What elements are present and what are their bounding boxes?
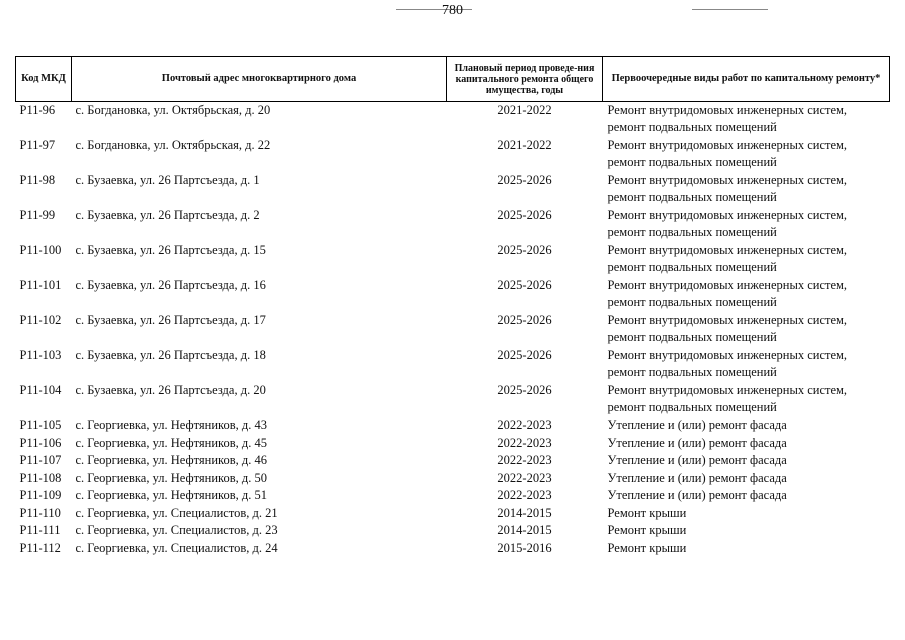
cell-works: Ремонт внутридомовых инженерных систем, ремонт подвальных помещений	[607, 278, 848, 309]
cell-address: с. Георгиевка, ул. Нефтяников, д. 43	[75, 418, 267, 432]
cell-address: с. Богдановка, ул. Октябрьская, д. 20	[75, 103, 271, 117]
table-row	[16, 172, 890, 207]
cell-address: с. Бузаевка, ул. 26 Партсъезда, д. 20	[75, 383, 266, 397]
header-period: Плановый период проведе-ния капитального ремонта общего имущества, годы	[447, 57, 603, 102]
repair-schedule-table	[15, 56, 890, 557]
cell-code: Р11-112	[19, 540, 61, 555]
table-row	[16, 435, 890, 453]
table-row	[16, 487, 890, 505]
cell-address: с. Георгиевка, ул. Нефтяников, д. 51	[75, 488, 267, 502]
cell-works: Ремонт внутридомовых инженерных систем, ремонт подвальных помещений	[607, 208, 848, 239]
cell-code: Р11-105	[19, 418, 62, 432]
cell-code: Р11-111	[19, 523, 61, 537]
table-header	[16, 57, 890, 102]
cell-period: 2015-2016	[497, 540, 552, 555]
cell-address: с. Бузаевка, ул. 26 Партсъезда, д. 2	[75, 208, 260, 222]
table-row	[16, 505, 890, 523]
table-row	[16, 137, 890, 172]
cell-address: с. Бузаевка, ул. 26 Партсъезда, д. 16	[75, 278, 266, 292]
cell-works: Ремонт крыши	[607, 523, 687, 537]
cell-code: Р11-99	[19, 208, 56, 222]
cell-code: Р11-101	[19, 278, 62, 292]
cell-works: Ремонт внутридомовых инженерных систем, ремонт подвальных помещений	[607, 103, 848, 134]
cell-works: Ремонт внутридомовых инженерных систем, ремонт подвальных помещений	[607, 313, 848, 344]
cell-address: с. Георгиевка, ул. Специалистов, д. 24	[75, 540, 278, 555]
cell-code: Р11-104	[19, 383, 62, 397]
cell-period: 2021-2022	[497, 103, 552, 117]
cell-works: Ремонт внутридомовых инженерных систем, ремонт подвальных помещений	[607, 173, 848, 204]
cell-period: 2022-2023	[497, 453, 552, 467]
cell-works: Ремонт внутридомовых инженерных систем, ремонт подвальных помещений	[607, 383, 848, 414]
cell-address: с. Бузаевка, ул. 26 Партсъезда, д. 17	[75, 313, 266, 327]
table-row	[16, 207, 890, 242]
cell-works: Утепление и (или) ремонт фасада	[607, 470, 787, 485]
cell-code: Р11-102	[19, 313, 62, 327]
table-row	[16, 102, 890, 138]
cell-address: с. Георгиевка, ул. Специалистов, д. 23	[75, 523, 278, 537]
cell-period: 2022-2023	[497, 488, 552, 502]
cell-period: 2025-2026	[497, 243, 552, 257]
table-row	[16, 540, 890, 558]
table-row	[16, 312, 890, 347]
cell-address: с. Богдановка, ул. Октябрьская, д. 22	[75, 138, 271, 152]
cell-period: 2021-2022	[497, 138, 552, 152]
cell-period: 2025-2026	[497, 208, 552, 222]
cell-period: 2022-2023	[497, 435, 552, 450]
table-row	[16, 382, 890, 417]
cell-period: 2025-2026	[497, 383, 552, 397]
cell-period: 2025-2026	[497, 173, 552, 187]
cell-works: Утепление и (или) ремонт фасада	[607, 418, 787, 432]
table-row	[16, 522, 890, 540]
table-row	[16, 347, 890, 382]
cell-code: Р11-107	[19, 453, 62, 467]
header-address: Почтовый адрес многоквартирного дома	[72, 57, 447, 102]
table-row	[16, 452, 890, 470]
cell-works: Утепление и (или) ремонт фасада	[607, 435, 787, 450]
cell-works: Ремонт внутридомовых инженерных систем, ремонт подвальных помещений	[607, 243, 848, 274]
cell-works: Утепление и (или) ремонт фасада	[607, 488, 787, 502]
cell-code: Р11-108	[19, 470, 62, 485]
cell-works: Ремонт крыши	[607, 540, 687, 555]
cell-period: 2014-2015	[497, 523, 552, 537]
cell-address: с. Георгиевка, ул. Специалистов, д. 21	[75, 505, 278, 520]
cell-address: с. Бузаевка, ул. 26 Партсъезда, д. 18	[75, 348, 266, 362]
cell-address: с. Бузаевка, ул. 26 Партсъезда, д. 1	[75, 173, 260, 187]
cell-code: Р11-103	[19, 348, 62, 362]
cell-address: с. Георгиевка, ул. Нефтяников, д. 46	[75, 453, 267, 467]
table-row	[16, 242, 890, 277]
cell-period: 2025-2026	[497, 313, 552, 327]
cell-address: с. Георгиевка, ул. Нефтяников, д. 50	[75, 470, 267, 485]
cell-address: с. Бузаевка, ул. 26 Партсъезда, д. 15	[75, 243, 266, 257]
cell-works: Ремонт крыши	[607, 505, 687, 520]
table-row	[16, 277, 890, 312]
table-body	[16, 102, 890, 558]
cell-code: Р11-97	[19, 138, 56, 152]
cell-period: 2022-2023	[497, 470, 552, 485]
cell-works: Ремонт внутридомовых инженерных систем, ремонт подвальных помещений	[607, 348, 848, 379]
page-number: 780	[442, 3, 463, 18]
cell-code: Р11-109	[19, 488, 62, 502]
header-works: Первоочередные виды работ по капитальному ремонту*	[603, 57, 890, 102]
cell-works: Ремонт внутридомовых инженерных систем, ремонт подвальных помещений	[607, 138, 848, 169]
cell-works: Утепление и (или) ремонт фасада	[607, 453, 787, 467]
cell-period: 2025-2026	[497, 278, 552, 292]
cell-period: 2014-2015	[497, 505, 552, 520]
cell-period: 2022-2023	[497, 418, 552, 432]
header-row	[16, 57, 890, 102]
cell-code: Р11-110	[19, 505, 61, 520]
cell-code: Р11-106	[19, 435, 62, 450]
table-row	[16, 417, 890, 435]
cell-code: Р11-98	[19, 173, 56, 187]
table-row	[16, 470, 890, 488]
cell-code: Р11-96	[19, 103, 56, 117]
cell-period: 2025-2026	[497, 348, 552, 362]
cell-address: с. Георгиевка, ул. Нефтяников, д. 45	[75, 435, 267, 450]
cell-code: Р11-100	[19, 243, 62, 257]
header-code: Код МКД	[16, 57, 72, 102]
